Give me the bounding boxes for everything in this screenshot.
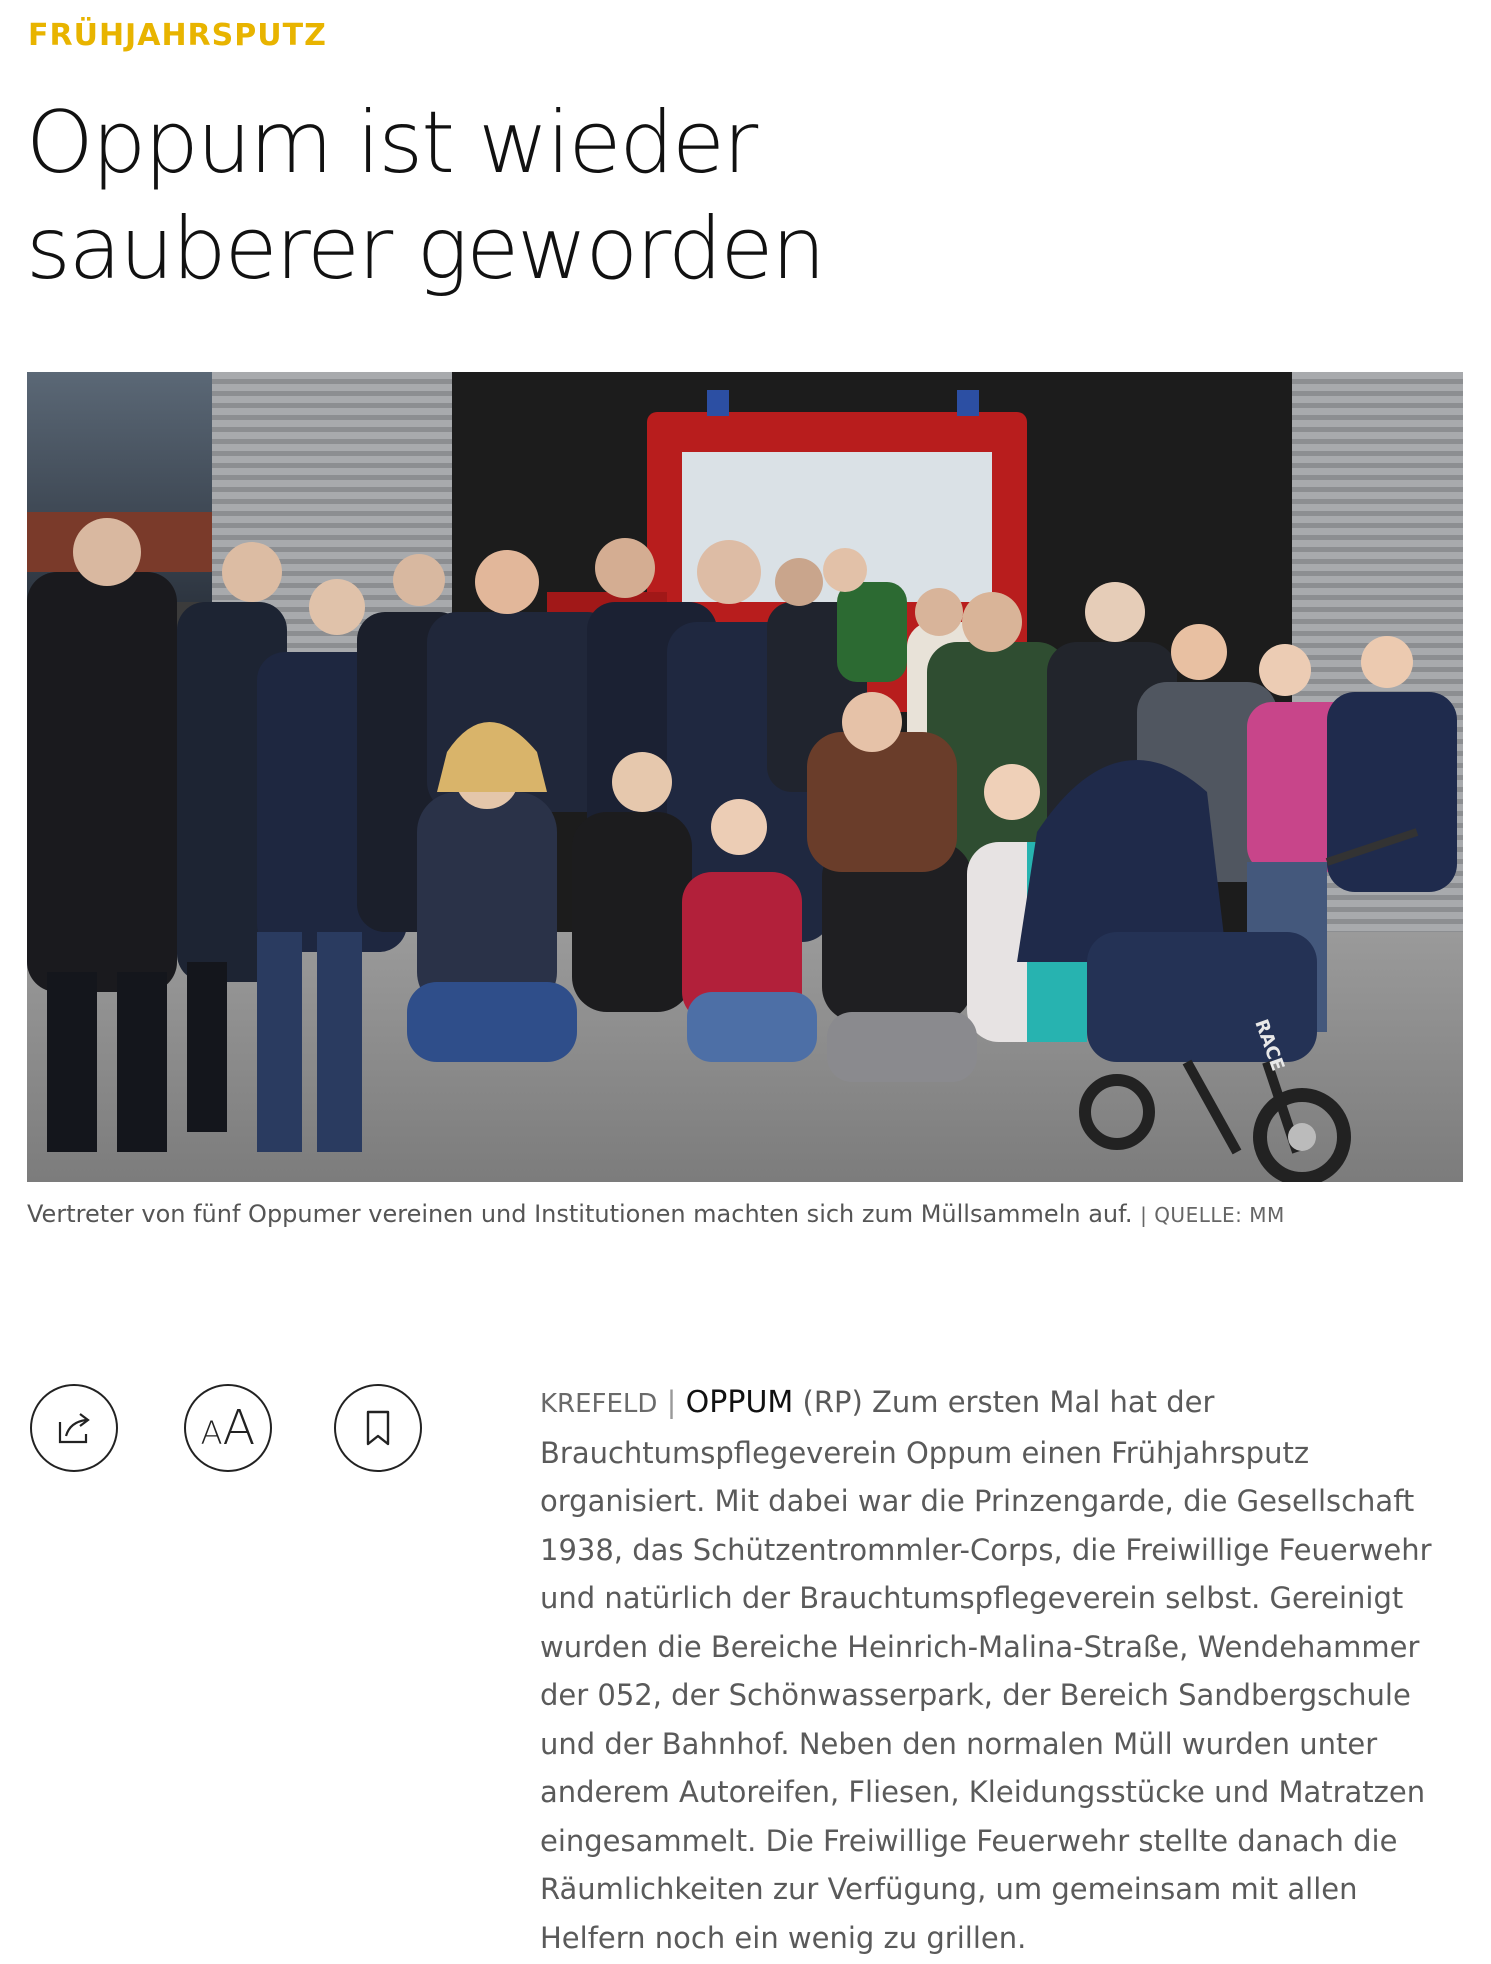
group-photo-illustration [27,372,1463,1182]
photo-caption [27,1200,1467,1228]
article-dateline: KREFELD [540,1389,658,1419]
font-size-button[interactable] [184,1384,272,1472]
share-button[interactable] [30,1384,118,1472]
article-toolbar [30,1384,430,1480]
bookmark-button[interactable] [334,1384,422,1472]
photo-source: | QUELLE: MM [1140,1203,1285,1227]
article-place: OPPUM [685,1385,794,1420]
share-icon [52,1406,96,1450]
article-body [540,1378,1460,1962]
article-headline: Oppum ist wieder sauberer geworden [26,93,824,299]
dateline-separator: | [666,1385,677,1419]
font-size-icon: AA [200,1400,256,1456]
stroller-brand-label: RACE [1250,1016,1289,1074]
bookmark-icon [358,1406,398,1450]
article-text: (RP) Zum ersten Mal hat der Brauchtumspflegeverein Oppum einen Frühjahrsputz organisiert. Mit dabei war die Prinzengarde, die Gesellschaft 1938, das Schützentrommler-Corps, die Freiwillige Feuerwehr und natürlich der Brauchtumspflegeverein selbst. Gereinigt wurden die Bereiche Heinrich-Malina-Straße, Wendehammer der 052, der Schönwasserpark, der Bereich Sandbergschule und der Bahnhof. Neben den normalen Müll wurden unter anderem Autoreifen, Fliesen, Kleidungsstücke und Matratzen eingesammelt. Die Freiwillige Feuerwehr stellte danach die Räumlichkeiten zur Verfügung, um gemeinsam mit allen Helfern noch ein wenig zu grillen. [540,1385,1432,1955]
photo-caption-text: Vertreter von fünf Oppumer vereinen und Institutionen machten sich zum Müllsammeln auf. [27,1200,1133,1228]
article-photo[interactable] [27,372,1463,1182]
article-kicker: FRÜHJAHRSPUTZ [28,18,327,53]
